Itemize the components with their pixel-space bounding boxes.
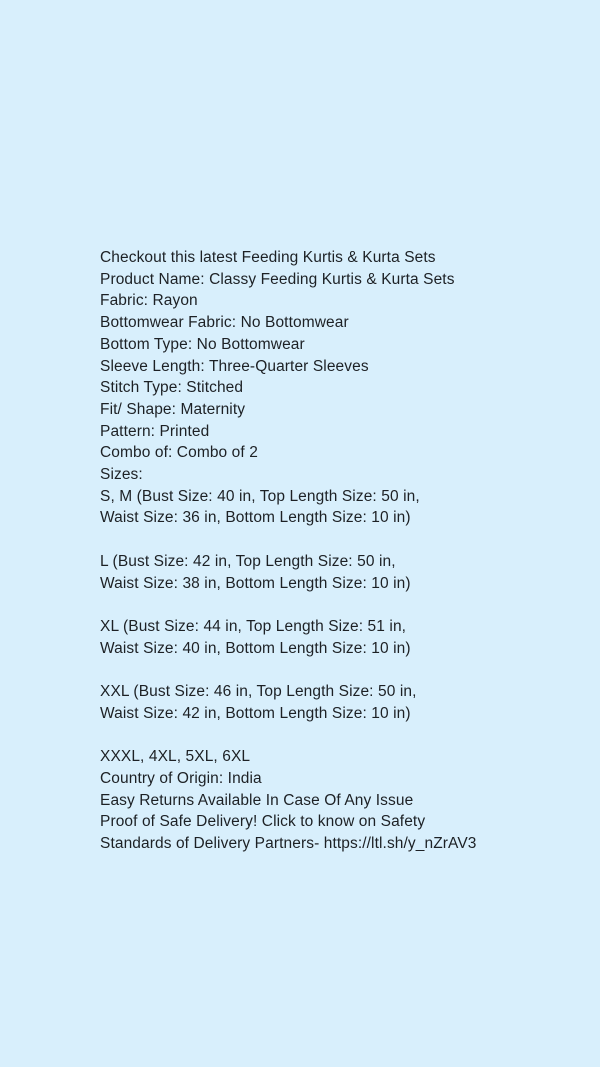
description-line: Bottom Type: No Bottomwear: [100, 335, 305, 353]
description-line: L (Bust Size: 42 in, Top Length Size: 50 in,: [100, 552, 396, 570]
description-line: Sleeve Length: Three-Quarter Sleeves: [100, 357, 369, 375]
description-blank-line: [100, 594, 560, 616]
description-line: XXL (Bust Size: 46 in, Top Length Size: 50 in,: [100, 683, 417, 701]
description-line: Fabric: Rayon: [100, 292, 198, 310]
description-line: Pattern: Printed: [100, 422, 210, 440]
product-description-text: [100, 247, 560, 855]
description-line: XL (Bust Size: 44 in, Top Length Size: 51 in,: [100, 617, 407, 635]
description-line: Bottomwear Fabric: No Bottomwear: [100, 314, 349, 332]
description-line: XXXL, 4XL, 5XL, 6XL: [100, 748, 251, 766]
description-line: S, M (Bust Size: 40 in, Top Length Size: 50 in,: [100, 487, 420, 505]
description-line: Proof of Safe Delivery! Click to know on Safety: [100, 813, 426, 831]
description-line: Combo of: Combo of 2: [100, 444, 258, 462]
description-line: Waist Size: 42 in, Bottom Length Size: 10 in): [100, 704, 411, 722]
description-line: Waist Size: 38 in, Bottom Length Size: 10 in): [100, 574, 411, 592]
description-blank-line: [100, 529, 560, 551]
description-line: Standards of Delivery Partners- https://ltl.sh/y_nZrAV3: [100, 834, 477, 852]
description-blank-line: [100, 659, 560, 681]
description-line: Stitch Type: Stitched: [100, 379, 244, 397]
description-line: Waist Size: 36 in, Bottom Length Size: 10 in): [100, 509, 411, 527]
description-blank-line: [100, 724, 560, 746]
description-line: Easy Returns Available In Case Of Any Issue: [100, 791, 414, 809]
description-line: Sizes:: [100, 466, 143, 484]
description-line: Country of Origin: India: [100, 769, 262, 787]
description-line: Product Name: Classy Feeding Kurtis & Kurta Sets: [100, 270, 455, 288]
description-line: Fit/ Shape: Maternity: [100, 400, 246, 418]
description-line: Checkout this latest Feeding Kurtis & Kurta Sets: [100, 249, 436, 266]
description-line: Waist Size: 40 in, Bottom Length Size: 10 in): [100, 639, 411, 657]
